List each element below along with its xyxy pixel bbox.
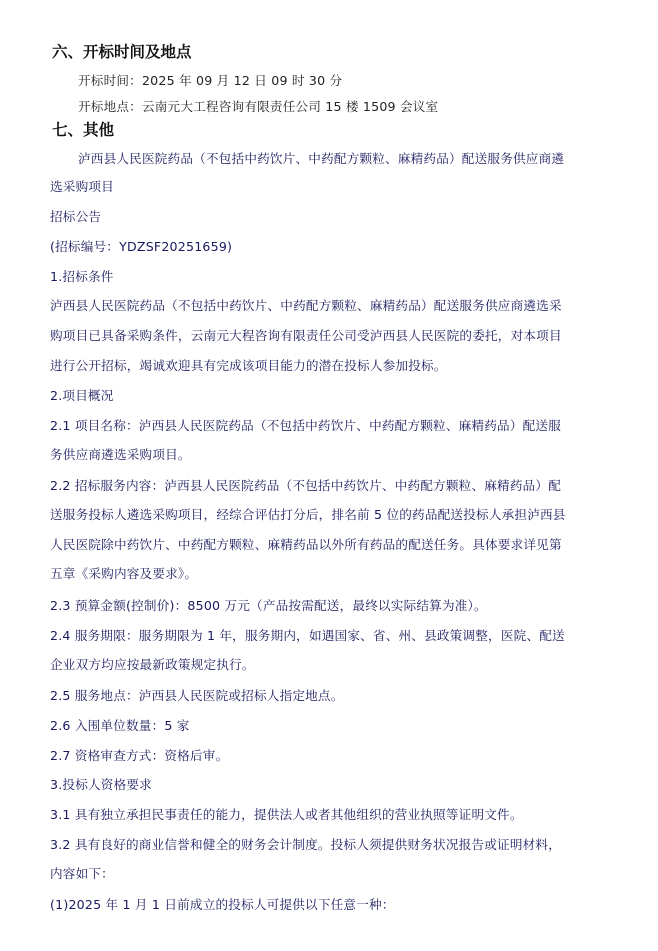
bid-opening-place: 开标地点：云南元大工程咨询有限责任公司 15 楼 1509 会议室	[78, 99, 439, 114]
notice-number: (招标编号：YDZSF20251659)	[50, 239, 233, 254]
clause-1-title: 1.招标条件	[50, 269, 114, 284]
clause-2-1-line-1: 2.1 项目名称：泸西县人民医院药品（不包括中药饮片、中药配方颗粒、麻精药品）配送服	[50, 418, 561, 433]
clause-2-2-line-1: 2.2 招标服务内容：泸西县人民医院药品（不包括中药饮片、中药配方颗粒、麻精药品）配	[50, 478, 561, 493]
clause-2-3: 2.3 预算金额(控制价)：8500 万元（产品按需配送，最终以实际结算为准）。	[50, 598, 487, 613]
clause-1-line-2: 购项目已具备采购条件，云南元大程咨询有限责任公司受泸西县人民医院的委托，对本项目	[50, 328, 562, 343]
bid-opening-time: 开标时间：2025 年 09 月 12 日 09 时 30 分	[78, 73, 343, 88]
clause-2-6: 2.6 入围单位数量：5 家	[50, 718, 190, 733]
project-title-line-1: 泸西县人民医院药品（不包括中药饮片、中药配方颗粒、麻精药品）配送服务供应商遴	[78, 151, 565, 166]
clause-2-2-line-4: 五章《采购内容及要求》。	[50, 566, 198, 581]
clause-2-2-line-3: 人民医院除中药饮片、中药配方颗粒、麻精药品以外所有药品的配送任务。具体要求详见第	[50, 537, 562, 552]
section-heading-7: 七、其他	[52, 121, 115, 139]
clause-2-5: 2.5 服务地点：泸西县人民医院或招标人指定地点。	[50, 688, 344, 703]
clause-3-1: 3.1 具有独立承担民事责任的能力，提供法人或者其他组织的营业执照等证明文件。	[50, 807, 523, 822]
clause-2-4-line-1: 2.4 服务期限：服务期限为 1 年，服务期内，如遇国家、省、州、县政策调整，医院、配送	[50, 628, 565, 643]
clause-2-7: 2.7 资格审查方式：资格后审。	[50, 748, 229, 763]
clause-1-line-1: 泸西县人民医院药品（不包括中药饮片、中药配方颗粒、麻精药品）配送服务供应商遴选采	[50, 298, 562, 313]
section-heading-6: 六、开标时间及地点	[52, 43, 192, 61]
notice-title: 招标公告	[50, 209, 102, 224]
clause-1-line-3: 进行公开招标，竭诚欢迎具有完成该项目能力的潜在投标人参加投标。	[50, 358, 447, 373]
clause-3-title: 3.投标人资格要求	[50, 777, 152, 792]
clause-3-2-line-1: 3.2 具有良好的商业信誉和健全的财务会计制度。投标人须提供财务状况报告或证明材料，	[50, 837, 561, 852]
clause-2-4-line-2: 企业双方均应按最新政策规定执行。	[50, 657, 255, 672]
clause-3-2-line-2: 内容如下：	[50, 866, 114, 881]
clause-3-2-item-1: (1)2025 年 1 月 1 日前成立的投标人可提供以下任意一种：	[50, 897, 395, 912]
clause-2-2-line-2: 送服务投标人遴选采购项目，经综合评估打分后，排名前 5 位的药品配送投标人承担泸西县	[50, 507, 566, 522]
clause-2-1-line-2: 务供应商遴选采购项目。	[50, 447, 191, 462]
clause-2-title: 2.项目概况	[50, 388, 114, 403]
project-title-line-2: 选采购项目	[50, 179, 114, 194]
